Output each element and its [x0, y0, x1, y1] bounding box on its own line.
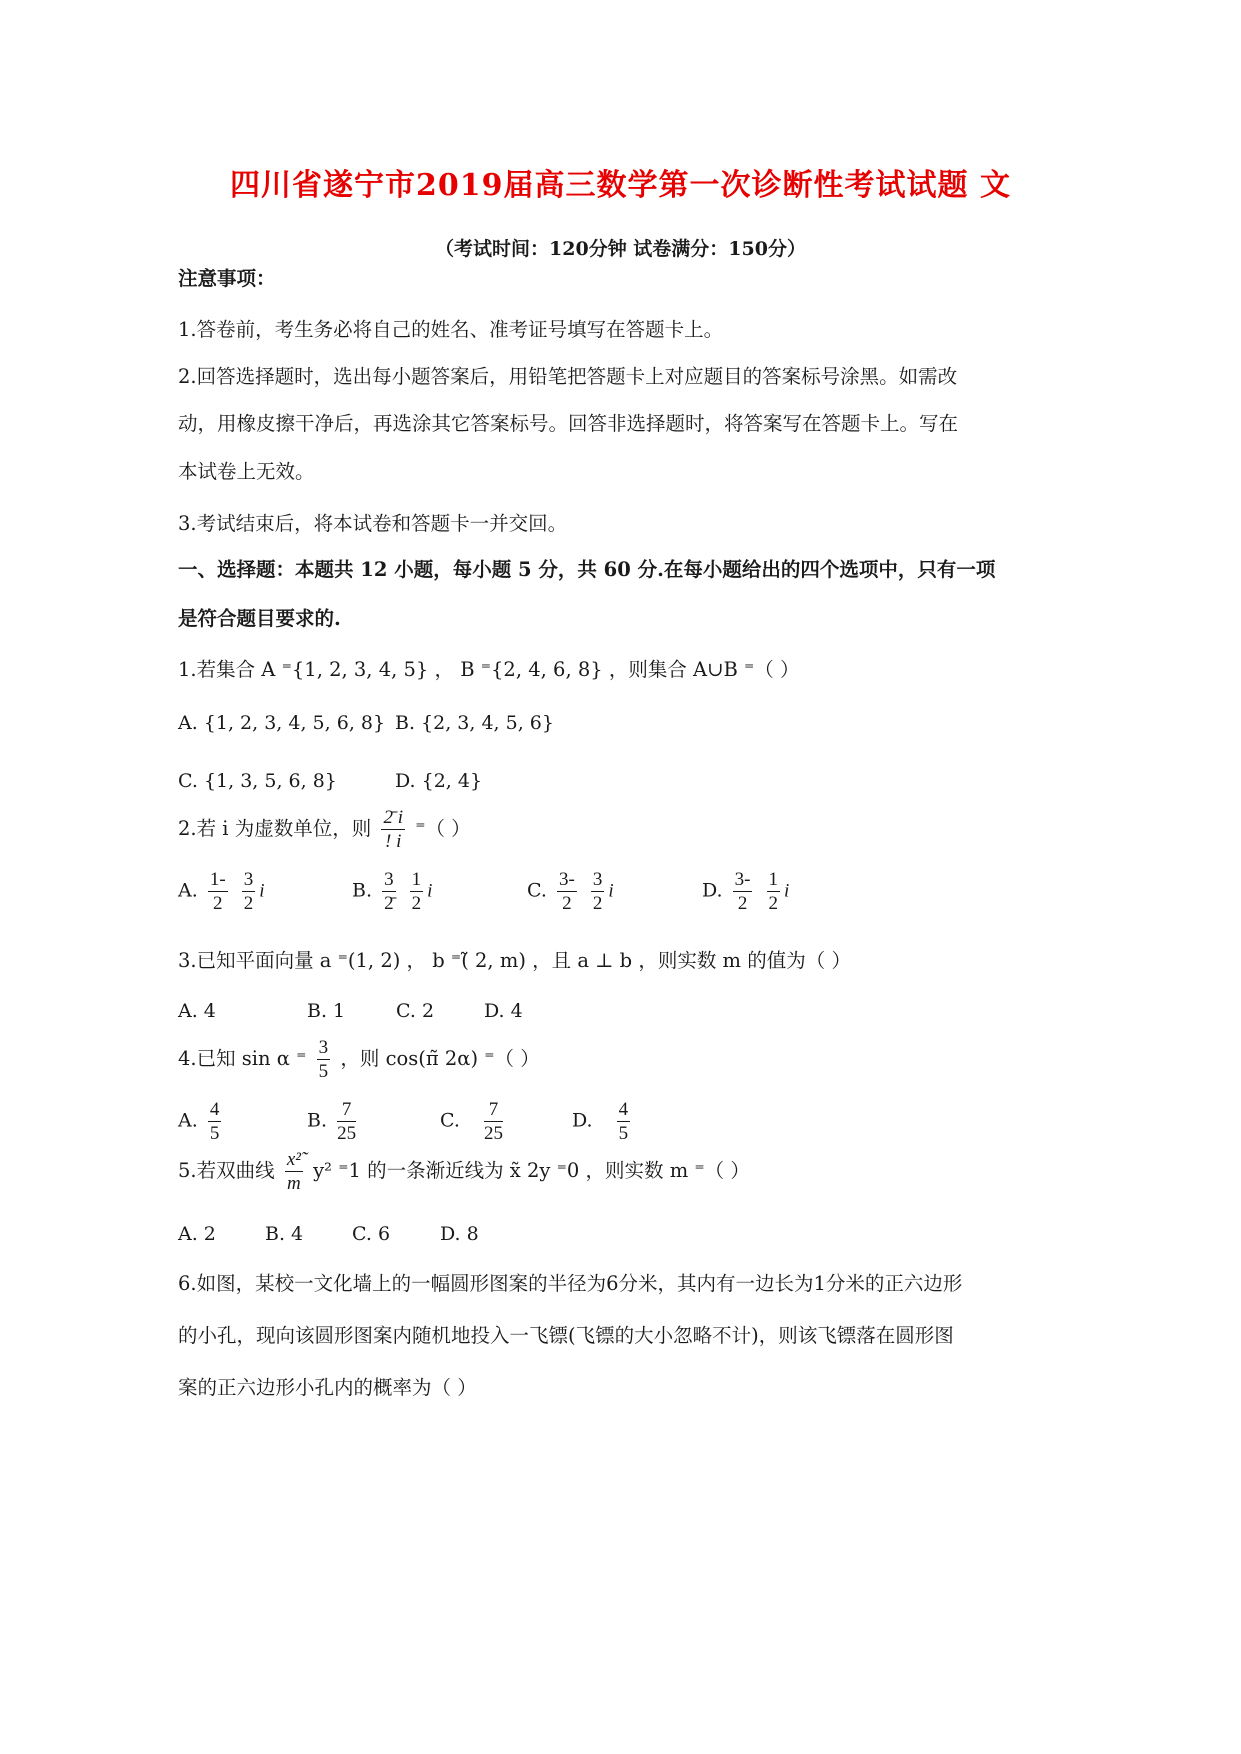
q5-stem — [178, 1150, 750, 1193]
q2-d-den2: 2 — [768, 893, 779, 914]
q4-frac-num: 3 — [318, 1037, 329, 1058]
q4-b-num: 7 — [337, 1100, 356, 1122]
q2-frac-num: 2̄ i — [383, 807, 403, 828]
q4-b-den: 25 — [337, 1123, 357, 1144]
q2-c-tail: i — [608, 880, 614, 902]
q5-stem-tail: y² ⁼1 的一条渐近线为 x̃ 2y ⁼0 ，则实数 m ⁼（ ） — [313, 1159, 750, 1182]
q2-option-d — [702, 870, 789, 913]
q2-option-a — [178, 870, 264, 913]
q2-a-num1: 1- — [209, 869, 226, 890]
q4-a-num: 4 — [209, 1099, 220, 1120]
exam-info: （考试时间：120分钟 试卷满分：150分） — [435, 238, 806, 260]
notice-line-4: 本试卷上无效。 — [178, 460, 315, 483]
q2-a-den1: 2 — [212, 893, 223, 914]
q2-a-label: A. — [178, 879, 198, 902]
q1-option-b: B. {2, 3, 4, 5, 6} — [395, 712, 554, 734]
q2-d-tail: i — [784, 880, 790, 902]
q2-b-label: B. — [352, 879, 373, 902]
q4-c-label: C. — [440, 1109, 460, 1132]
q4-c-den: 25 — [483, 1123, 503, 1144]
q4-a-den: 5 — [209, 1123, 220, 1144]
q1-option-c: C. {1, 3, 5, 6, 8} — [178, 770, 337, 792]
q5-fraction — [285, 1150, 303, 1193]
q4-frac-den: 5 — [318, 1061, 329, 1082]
q3-option-d: D. 4 — [484, 1000, 523, 1022]
q6-line-2: 的小孔，现向该圆形图案内随机地投入一飞镖(飞镖的大小忽略不计)，则该飞镖落在圆形图 — [178, 1324, 954, 1347]
q4-b-label: B. — [307, 1109, 328, 1132]
q2-c-num1: 3- — [558, 869, 575, 890]
q2-fraction — [381, 808, 405, 851]
q4-c-num: 7 — [484, 1100, 503, 1122]
q2-a-den2: 2 — [243, 893, 254, 914]
q2-b-num1: 3 — [384, 869, 394, 890]
q2-c-den1: 2 — [562, 893, 572, 914]
q4-fraction — [317, 1038, 331, 1081]
q2-d-num2: 1 — [768, 869, 779, 890]
q4-d-num: 4 — [618, 1099, 629, 1120]
q5-stem-text: 5.若双曲线 — [178, 1159, 275, 1182]
q6-line-3: 案的正六边形小孔内的概率为（ ） — [178, 1376, 477, 1399]
q4-d-den: 5 — [618, 1123, 629, 1144]
q2-a-num2: 3 — [243, 869, 254, 890]
q6-line-1: 6.如图，某校一文化墙上的一幅圆形图案的半径为6分米，其内有一边长为1分米的正六边形 — [178, 1272, 963, 1295]
q5-option-b: B. 4 — [265, 1223, 304, 1245]
notice-line-1: 1.答卷前，考生务必将自己的姓名、准考证号填写在答题卡上。 — [178, 318, 724, 341]
notice-heading: 注意事项： — [178, 267, 276, 290]
q4-option-d — [572, 1100, 634, 1143]
q2-b-num2: 1 — [411, 869, 422, 890]
q5-option-c: C. 6 — [352, 1223, 391, 1245]
q5-frac-den: m — [287, 1173, 301, 1194]
q2-stem — [178, 808, 471, 851]
q2-a-tail: i — [259, 880, 265, 902]
q4-a-label: A. — [178, 1109, 198, 1132]
q4-option-c — [440, 1100, 507, 1143]
q2-b-tail: i — [427, 880, 433, 902]
q2-b-den1: 2̄ — [384, 893, 394, 914]
q2-c-num2: 3 — [592, 869, 603, 890]
q4-option-b — [307, 1100, 360, 1143]
section-heading-cont: 是符合题目要求的. — [178, 607, 341, 630]
q4-stem-tail: ，则 cos(π̃ 2α) ⁼（ ） — [340, 1047, 540, 1070]
q4-stem-text: 4.已知 sin α ⁼ — [178, 1047, 307, 1070]
q2-stem-text: 2.若 i 为虚数单位，则 — [178, 817, 372, 840]
q2-b-den2: 2 — [411, 893, 422, 914]
q2-frac-den: ! i — [385, 831, 402, 852]
q5-frac-num: x²̃ — [286, 1149, 301, 1170]
notice-line-3: 动，用橡皮擦干净后，再选涂其它答案标号。回答非选择题时，将答案写在答题卡上。写在 — [178, 412, 959, 435]
q5-option-a: A. 2 — [178, 1223, 216, 1245]
notice-line-2: 2.回答选择题时，选出每小题答案后，用铅笔把答题卡上对应题目的答案标号涂黑。如需改 — [178, 365, 958, 388]
q5-option-d: D. 8 — [440, 1223, 479, 1245]
q3-option-c: C. 2 — [396, 1000, 435, 1022]
notice-line-5: 3.考试结束后，将本试卷和答题卡一并交回。 — [178, 512, 568, 535]
q1-option-d: D. {2, 4} — [395, 770, 483, 792]
page-title: 四川省遂宁市2019届高三数学第一次诊断性考试试题 文 — [230, 168, 1011, 203]
q1-stem: 1.若集合 A ⁼{1, 2, 3, 4, 5} ， B ⁼{2, 4, 6, 8} ，则集合 A∪B ⁼（ ） — [178, 658, 800, 681]
q3-option-b: B. 1 — [307, 1000, 346, 1022]
q2-stem-tail: ⁼（ ） — [415, 817, 471, 840]
q2-c-label: C. — [527, 879, 547, 902]
q2-option-b — [352, 870, 432, 913]
q3-option-a: A. 4 — [178, 1000, 216, 1022]
q3-stem: 3.已知平面向量 a ⁼(1, 2) ， b ⁼(̃ 2, m) ，且 a ⊥ b ，则实数 m 的值为（ ） — [178, 949, 851, 972]
q4-d-label: D. — [572, 1109, 593, 1132]
q2-d-den1: 2 — [737, 893, 748, 914]
q1-option-a: A. {1, 2, 3, 4, 5, 6, 8} — [178, 712, 386, 734]
q2-c-den2: 2 — [592, 893, 603, 914]
q4-option-a — [178, 1100, 225, 1143]
q4-stem — [178, 1038, 540, 1081]
section-heading: 一、选择题：本题共 12 小题，每小题 5 分，共 60 分.在每小题给出的四个选项中，只有一项 — [178, 558, 996, 581]
q2-d-label: D. — [702, 879, 723, 902]
q2-d-num1: 3- — [734, 869, 751, 890]
q2-option-c — [527, 870, 614, 913]
